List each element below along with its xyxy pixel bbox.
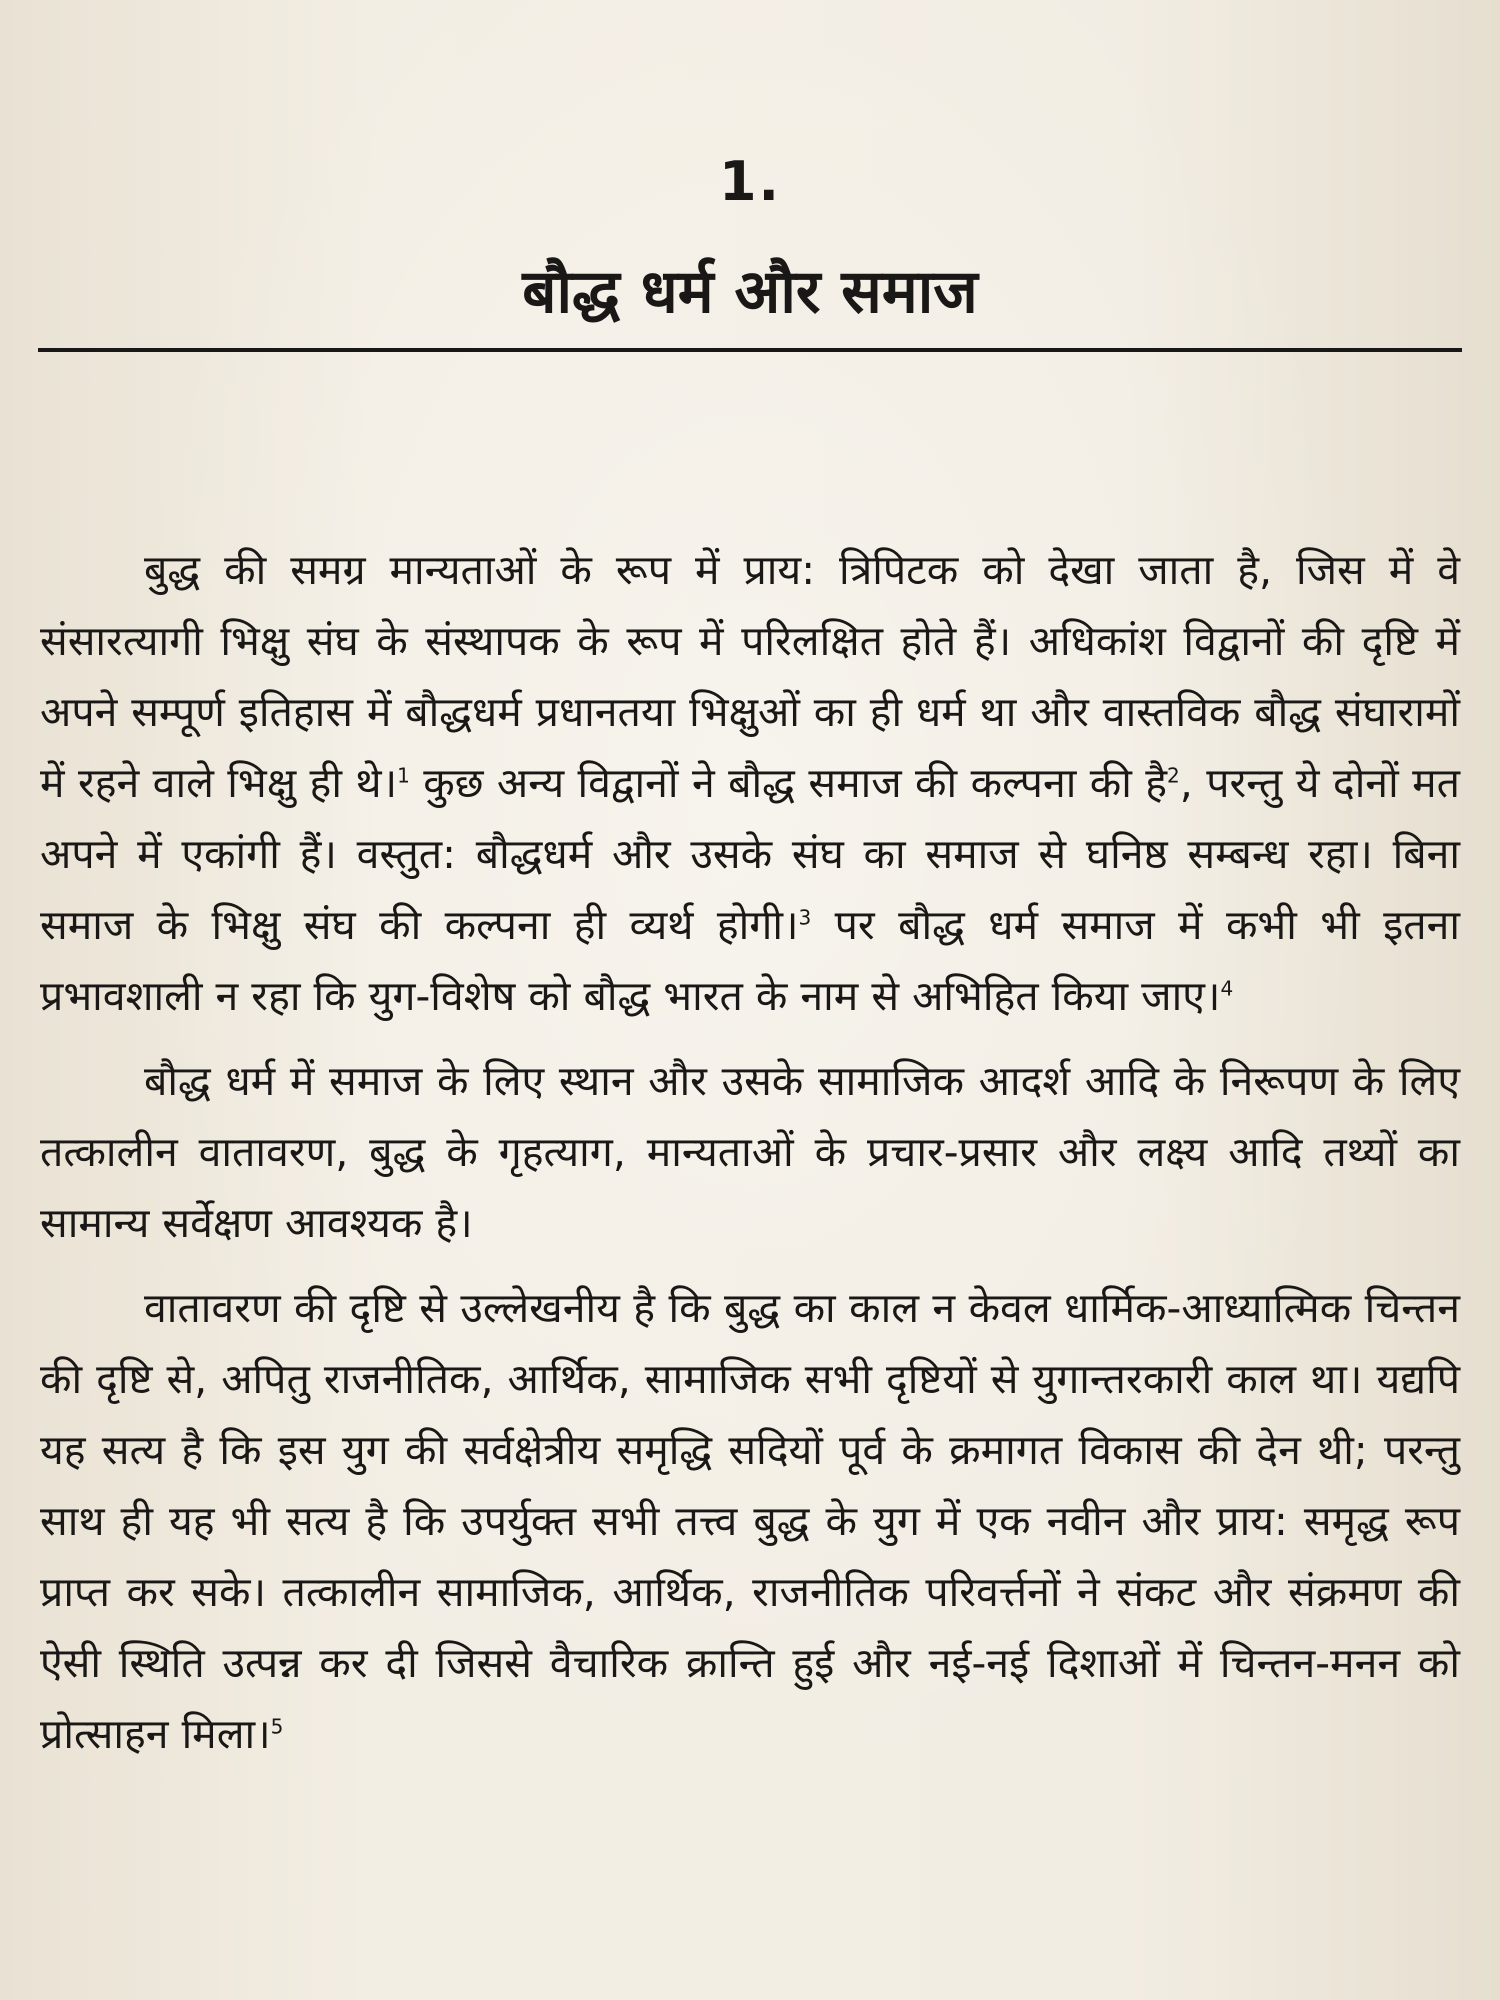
paragraph-text: बौद्ध धर्म में समाज के लिए स्थान और उसके सामाजिक आदर्श आदि के निरूपण के लिए तत्कालीन वातावरण, बुद्ध के गृहत्याग, मान्यताओं के प्रचार-प्रसार और लक्ष्य आदि तथ्यों का सामान्य सर्वेक्षण आवश्यक है। xyxy=(40,1057,1460,1247)
paragraph-text: वातावरण की दृष्टि से उल्लेखनीय है कि बुद्ध का काल न केवल धार्मिक-आध्यात्मिक चिन्तन की दृष्टि से, अपितु राजनीतिक, आर्थिक, सामाजिक सभी दृष्टियों से युगान्तरकारी काल था। यद्यपि यह सत्य है कि इस युग की सर्वक्षेत्रीय समृद्धि सदियों पूर्व के क्रमागत विकास की देन थी; परन्तु साथ ही यह भी सत्य है कि उपर्युक्त सभी तत्त्व बुद्ध के युग में एक नवीन और प्राय: समृद्ध रूप प्राप्त कर सके। तत्कालीन सामाजिक, आर्थिक, राजनीतिक परिवर्त्तनों ने संकट और संक्रमण की ऐसी स्थिति उत्पन्न कर दी जिससे वैचारिक क्रान्ति हुई और नई-नई दिशाओं में चिन्तन-मनन को प्रोत्साहन मिला। xyxy=(40,1284,1460,1758)
footnote-marker: 4 xyxy=(1220,976,1234,1001)
paragraph-3 xyxy=(40,1273,1460,1770)
chapter-title: बौद्ध धर्म और समाज xyxy=(522,257,978,327)
paragraph-text: कुछ अन्य विद्वानों ने बौद्ध समाज की कल्पना की है xyxy=(423,759,1168,807)
paragraph-text: , परन्तु ये दोनों मत अपने में एकांगी हैं। वस्तुत: बौद्धधर्म और उसके संघ का समाज से घनिष्ठ सम्बन्ध रहा। बिना समाज के भिक्षु संघ की कल्पना ही व्यर्थ होगी। xyxy=(40,759,1460,949)
paragraph-text: पर बौद्ध धर्म समाज में कभी भी इतना प्रभावशाली न रहा कि युग-विशेष को बौद्ध भारत के नाम से अभिहित किया जाए। xyxy=(40,901,1460,1020)
footnote-marker: 5 xyxy=(270,1714,284,1739)
footnote-marker: 3 xyxy=(798,905,812,930)
paragraph-1 xyxy=(40,535,1460,1032)
footnote-marker: 1 xyxy=(397,763,410,788)
chapter-body xyxy=(40,535,1460,1770)
footnote-marker: 2 xyxy=(1167,763,1180,788)
paragraph-text: बुद्ध की समग्र मान्यताओं के रूप में प्राय: त्रिपिटक को देखा जाता है, जिस में वे संसारत्यागी भिक्षु संघ के संस्थापक के रूप में परिलक्षित होते हैं। अधिकांश विद्वानों की दृष्टि में अपने सम्पूर्ण इतिहास में बौद्धधर्म प्रधानतया भिक्षुओं का ही धर्म था और वास्तविक बौद्ध संघारामों में रहने वाले भिक्षु ही थे। xyxy=(40,546,1460,807)
title-underline xyxy=(38,348,1462,352)
paragraph-2 xyxy=(40,1046,1460,1259)
chapter-number: 1. xyxy=(718,150,782,213)
